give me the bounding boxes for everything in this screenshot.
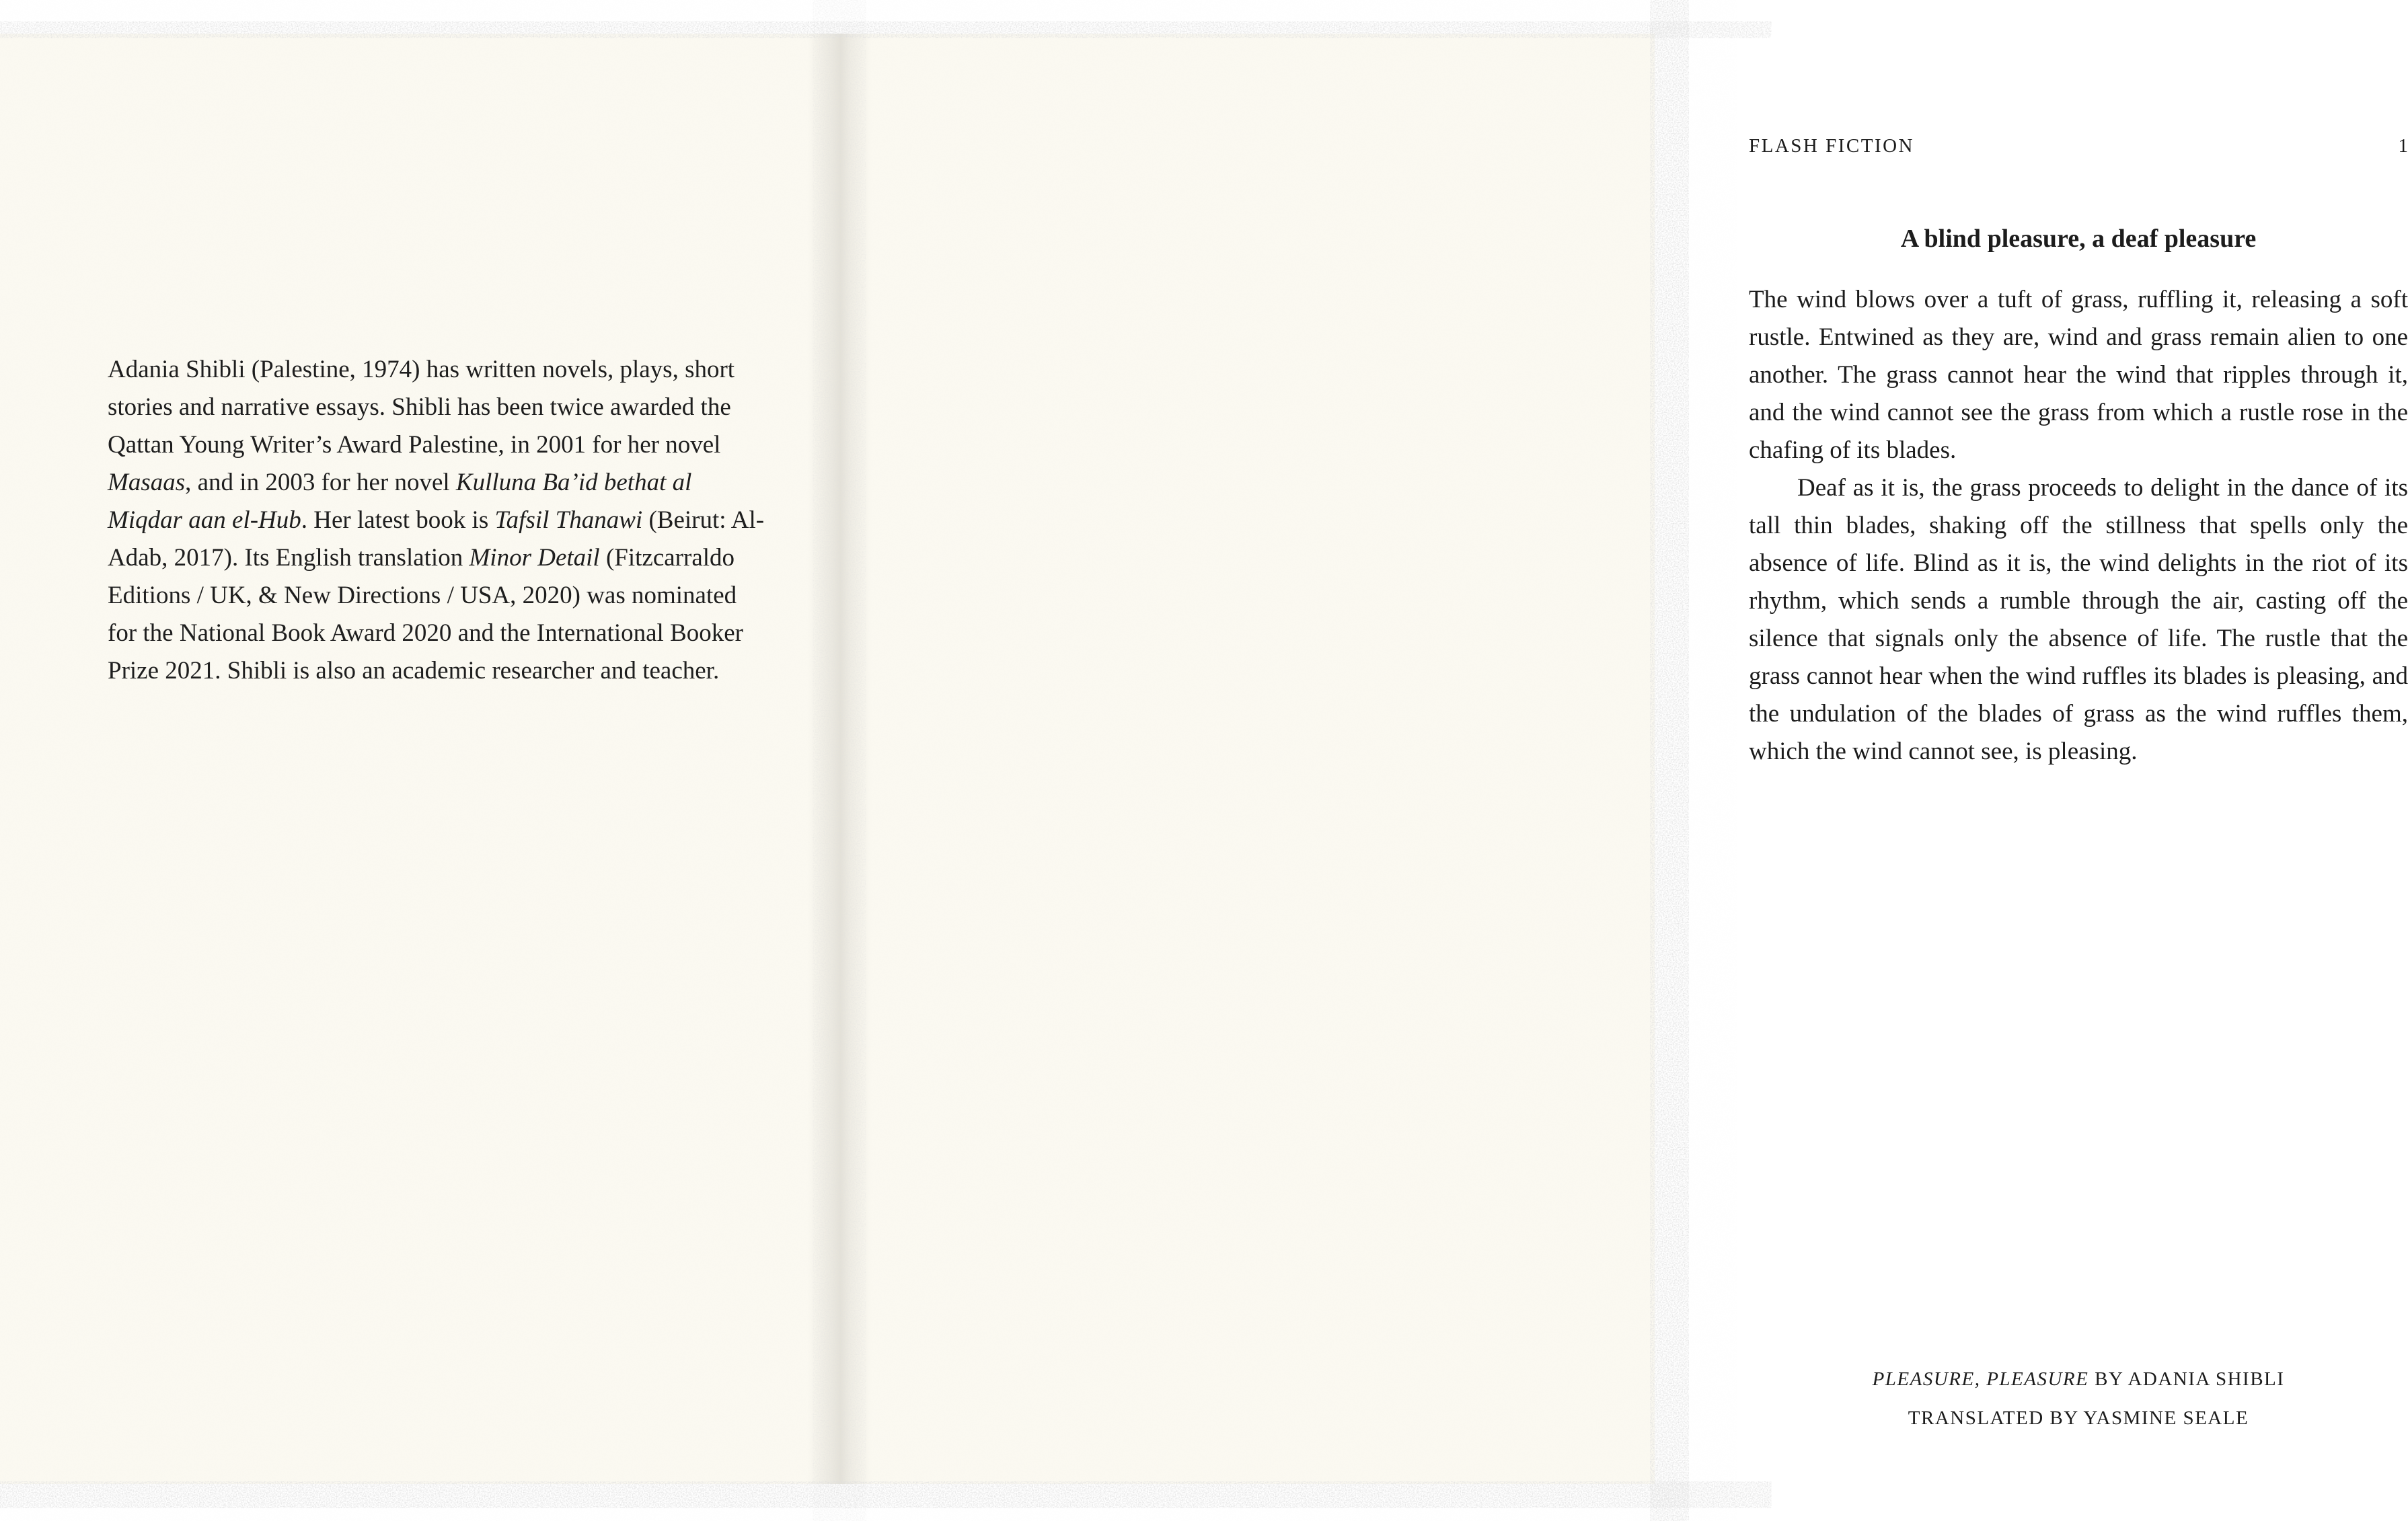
text-run: Adania Shibli (Palestine, 1974) has written novels, plays, short stories and narrative essays. Shibli has been twice awarded the Qattan Young Writer’s Award Palestine, in 2001 for her novel: [108, 356, 735, 459]
bottom-edge-speckle: [0, 1483, 1687, 1507]
text-run: . Her latest book is: [301, 506, 495, 534]
attribution-translator: TRANSLATED BY YASMINE SEALE: [1908, 1407, 2249, 1429]
page-number: 1: [2398, 135, 2408, 157]
right-edge-speckle: [1652, 22, 1687, 1507]
attribution-byline: [1749, 1360, 2408, 1399]
text-run: (Beirut: Al-Adab, 2017). Its English translation: [108, 506, 765, 572]
story-body: [1749, 281, 2408, 771]
author-bio: [108, 351, 767, 690]
text-run: , and in 2003 for her novel: [185, 469, 456, 496]
running-head: [1749, 134, 2408, 157]
italic-text-run: Minor Detail: [469, 544, 600, 572]
left-page: [0, 34, 834, 1484]
italic-text-run: Tafsil Thanawi: [494, 506, 643, 534]
text-run: (Fitzcarraldo Editions / UK, & New Directions / USA, 2020) was nominated for the National Book Award 2020 and the International Booker Prize 2021. Shibli is also an academic researcher and teacher.: [108, 544, 743, 685]
attribution: [1749, 1360, 2408, 1438]
section-label: FLASH FICTION: [1749, 135, 1914, 157]
story-paragraph: Deaf as it is, the grass proceeds to delight in the dance of its tall thin blades, shaking off the stillness that spells only the absence of life. Blind as it is, the wind delights in the riot of its rhythm, which sends a rumble through the air, casting off the silence that signals only the absence of life. The rustle that the grass cannot hear when the wind ruffles its blades is pleasing, and the undulation of the blades of grass as the wind ruffles them, which the wind cannot see, is pleasing.: [1749, 474, 2408, 765]
text-run: BY ADANIA SHIBLI: [2089, 1368, 2285, 1390]
right-page: [834, 34, 2408, 1484]
story-title: A blind pleasure, a deaf pleasure: [1900, 225, 2257, 253]
italic-text-run: PLEASURE, PLEASURE: [1872, 1368, 2089, 1390]
italic-text-run: Kulluna Ba’id bethat al Miqdar aan el-Hub: [108, 469, 692, 534]
story-paragraph: The wind blows over a tuft of grass, ruffling it, releasing a soft rustle. Entwined as they are, wind and grass remain alien to one another. The grass cannot hear the wind that ripples through it, and the wind cannot see the grass from which a rustle rose in the chafing of its blades.: [1749, 286, 2408, 464]
italic-text-run: Masaas: [108, 469, 186, 496]
